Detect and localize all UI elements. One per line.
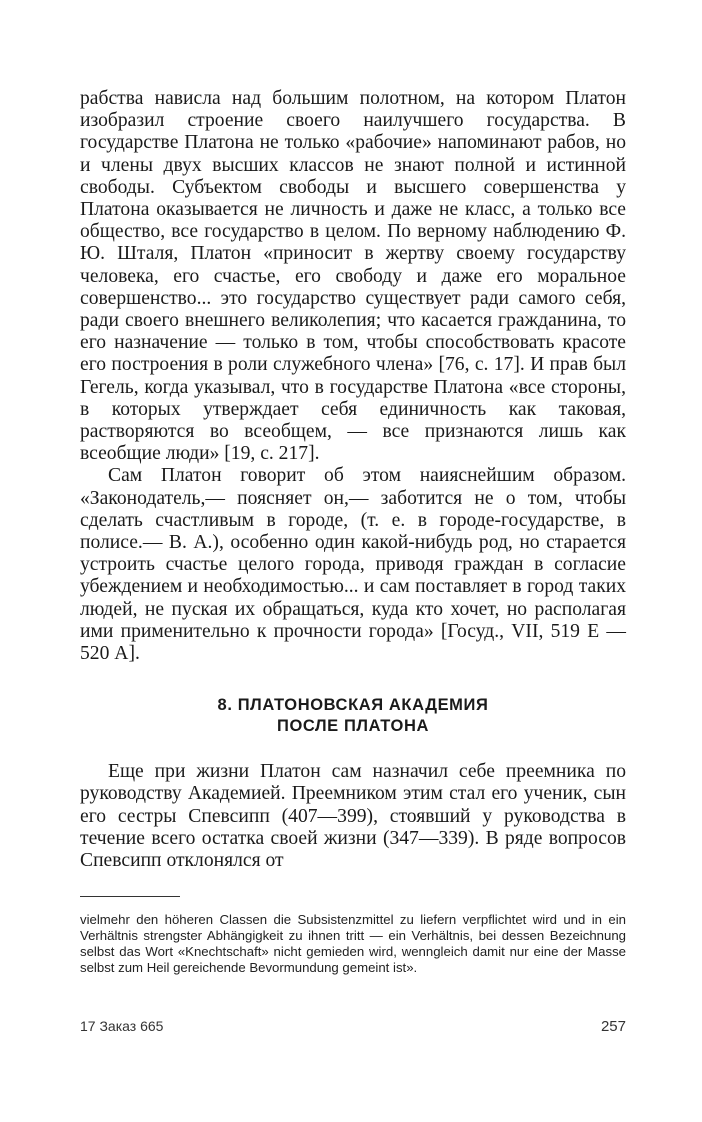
footnote-text: vielmehr den höheren Classen die Subsistenzmittel zu liefern verpflichtet wird und in ein Verhältnis strengster Abhängigkeit zu ihnen tritt — ein Verhältnis, bei dessen Bezeichnung selbst das Wort «Knechtschaft» nicht gemieden wird, wenngleich damit nur eine der Masse selbst zum Heil gereichende Bevormundung gemeint ist». bbox=[80, 912, 626, 975]
body-paragraph-2: Сам Платон говорит об этом наияснейшим образом. «Законодатель,— поясняет он,— заботится не о том, чтобы сделать счастливым в городе, (т. е. в городе-государстве, в полисе.— В. А.), особенно один какой-нибудь род, но старается устроить счастье целого города, приводя граждан в согласие убеждением и необходимостью... и сам поставляет в город таких людей, не пуская их обращаться, куда кто хочет, но располагая ими применительно к прочности города» [Госуд., VII, 519 Е — 520 А]. bbox=[80, 465, 626, 665]
body-paragraph-1: рабства нависла над большим полотном, на котором Платон изобразил строение своего наилучшего государства. В государстве Платона не только «рабочие» напоминают рабов, но и члены двух высших классов не знают полной и истинной свободы. Субъектом свободы и высшего совершенства у Платона оказывается не личность и даже не класс, а только все общество, все государство в целом. По верному наблюдению Ф. Ю. Шталя, Платон «приносит в жертву своему государству человека, его счастье, его свободу и даже его моральное совершенство... это государство существует ради самого себя, ради своего внешнего великолепия; что касается гражданина, то его назначение — только в том, чтобы способствовать красоте его построения в роли служебного члена» [76, с. 17]. И прав был Гегель, когда указывал, что в государстве Платона «все стороны, в которых утверждает себя единичность как таковая, растворяются во всеобщем, — все признаются лишь как всеобщие люди» [19, с. 217]. bbox=[80, 88, 626, 465]
section-heading bbox=[80, 695, 626, 737]
section-heading-line-1: 8. ПЛАТОНОВСКАЯ АКАДЕМИЯ bbox=[217, 696, 489, 715]
printer-signature: 17 Заказ 665 bbox=[80, 1018, 164, 1034]
section-paragraph: Еще при жизни Платон сам назначил себе преемника по руководству Академией. Преемником этим стал его ученик, сын его сестры Спевсипп (407—399), стоявший у руководства в течение всего остатка своей жизни (347—339). В ряде вопросов Спевсипп отклонялся от bbox=[80, 761, 626, 872]
section-heading-line-2: ПОСЛЕ ПЛАТОНА bbox=[276, 717, 430, 736]
page-number: 257 bbox=[600, 1018, 626, 1035]
page-body bbox=[80, 88, 626, 872]
footnote-divider bbox=[80, 896, 180, 897]
